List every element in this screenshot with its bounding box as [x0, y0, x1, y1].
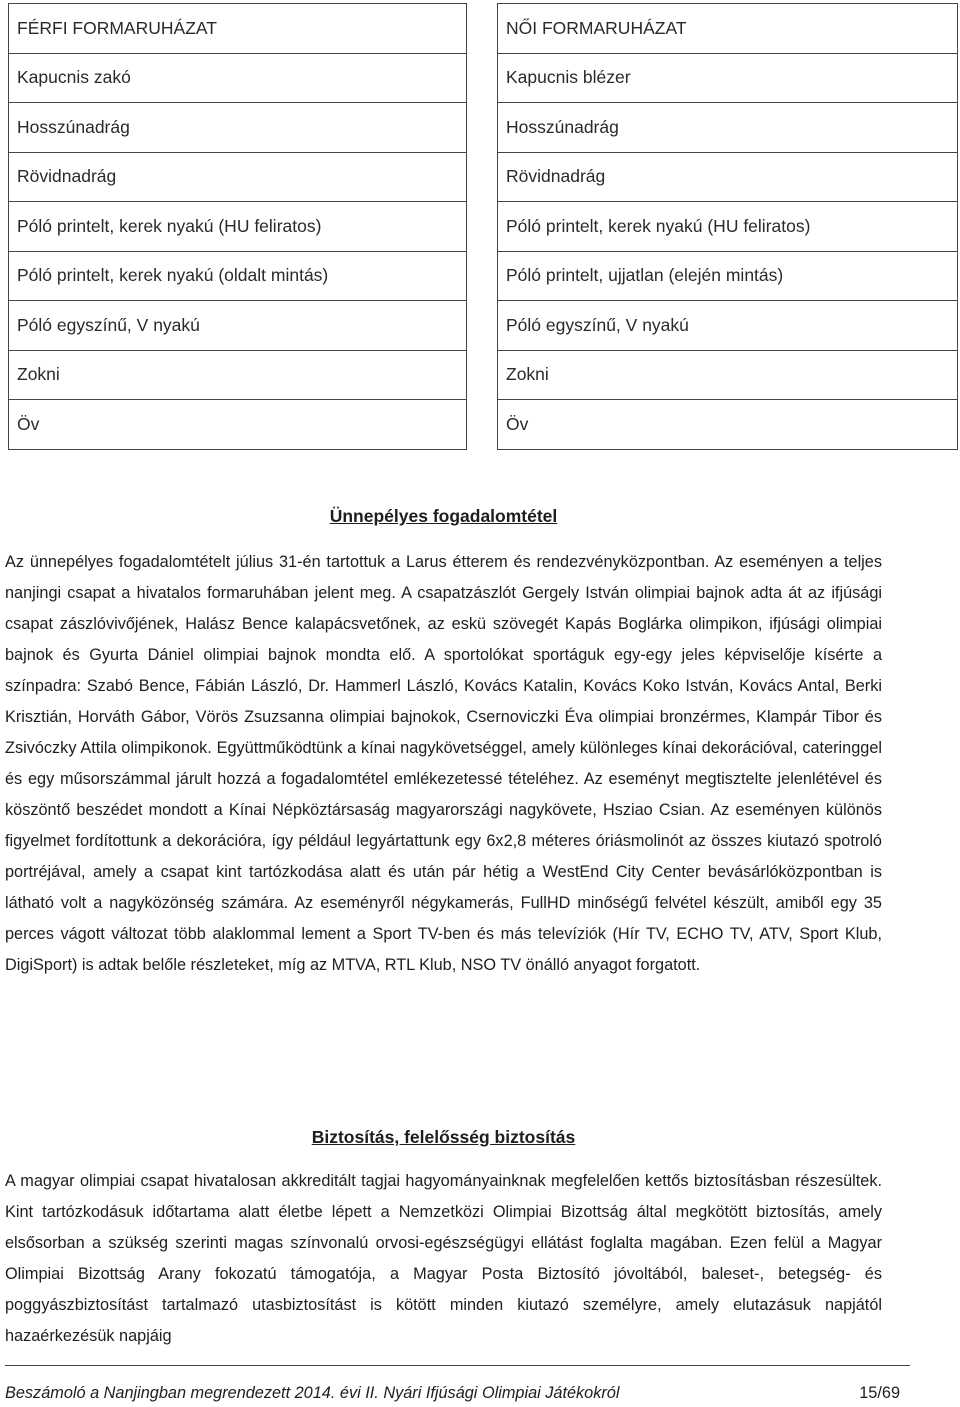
list-item: Öv: [498, 400, 958, 450]
footer-divider: [5, 1365, 910, 1366]
footer-title: Beszámoló a Nanjingban megrendezett 2014. évi II. Nyári Ifjúsági Olimpiai Játékokról: [5, 1384, 620, 1402]
table-row: [498, 400, 958, 450]
section-heading-oath: Ünnepélyes fogadalomtétel: [329, 506, 558, 526]
table-row: [498, 301, 958, 351]
table-row: [498, 152, 958, 202]
mens-uniform-header: FÉRFI FORMARUHÁZAT: [9, 4, 467, 54]
list-item: Hosszúnadrág: [9, 103, 467, 153]
list-item: Zokni: [498, 350, 958, 400]
list-item: Póló egyszínű, V nyakú: [9, 301, 467, 351]
list-item: Zokni: [9, 350, 467, 400]
list-item: Póló printelt, kerek nyakú (oldalt mintás): [9, 251, 467, 301]
table-row: [9, 350, 467, 400]
list-item: Póló printelt, kerek nyakú (HU feliratos): [498, 202, 958, 252]
table-row: [498, 251, 958, 301]
table-row: [498, 103, 958, 153]
list-item: Póló printelt, kerek nyakú (HU feliratos): [9, 202, 467, 252]
table-row: [9, 152, 467, 202]
table-row: [9, 4, 467, 54]
table-row: [498, 4, 958, 54]
list-item: Póló egyszínű, V nyakú: [498, 301, 958, 351]
section-body-insurance: A magyar olimpiai csapat hivatalosan akkreditált tagjai hagyományainknak megfelelően kettős biztosításban részesültek. Kint tartózkodásuk időtartama alatt életbe lépett a Nemzetközi Olimpiai Bizottság által megkötött biztosítás, amely elsősorban a szükség szerinti magas színvonalú orvosi-egészségügyi ellátást foglalta magában. Ezen felül a Magyar Olimpiai Bizottság Arany fokozatú támogatója, a Magyar Posta Biztosító jóvoltából, baleset-, betegség- és poggyászbiztosítást tartalmazó utasbiztosítást is kötött minden kiutazó személyre, amely elutazásuk napjától hazaérkezésük napjáig: [5, 1172, 882, 1345]
list-item: Kapucnis zakó: [9, 53, 467, 103]
table-row: [9, 53, 467, 103]
table-row: [9, 301, 467, 351]
page-number: 15/69: [859, 1384, 900, 1402]
table-row: [498, 53, 958, 103]
list-item: Rövidnadrág: [9, 152, 467, 202]
table-row: [498, 350, 958, 400]
list-item: Öv: [9, 400, 467, 450]
section-heading-insurance: Biztosítás, felelősség biztosítás: [311, 1127, 576, 1147]
uniform-tables: [8, 3, 960, 449]
section-body-oath: Az ünnepélyes fogadalomtételt július 31-én tartottuk a Larus étterem és rendezvényközpontban. Az eseményen a teljes nanjingi csapat a hivatalos formaruhában jelent meg. A csapatzászlót Gergely István olimpiai bajnok adta át az ifjúsági csapat zászlóvivőjének, Halász Bence kalapácsvetőnek, az eskü szövegét Kapás Boglárka olimpikon, ifjúsági olimpiai bajnok és Gyurta Dániel olimpiai bajnok mondta elő. A sportolókat sportáguk egy-egy jeles képviselője kísérte a színpadra: Szabó Bence, Fábián László, Dr. Hammerl László, Kovács Katalin, Kovács Koko István, Kovács Antal, Berki Krisztián, Horváth Gábor, Vörös Zsuzsanna olimpiai bajnokok, Csernoviczki Éva olimpiai bronzérmes, Klampár Tibor és Zsivóczky Attila olimpikonok. Együttműködtünk a kínai nagykövetséggel, amely különleges kínai dekorációval, cateringgel és egy műsorszámmal járult hozzá a fogadalomtétel emlékezetessé tételéhez. Az eseményt megtisztelte jelenlétével és köszöntő beszédet mondott a Kínai Népköztársaság magyarországi nagykövete, Hsziao Csian. Az eseményen különös figyelmet fordítottunk a dekorációra, így például legyártattunk egy 6x2,8 méteres óriásmolinót az összes kiutazó spotroló portréjával, amely a csapat kint tartózkodása alatt és után pár hétig a WestEnd City Center bevásárlóközpontban is látható volt a nagyközönség számára. Az eseményről négykamerás, FullHD minőségű felvétel készült, amiből egy 35 perces vágott változat több alaklommal lement a Sport TV-ben és más televíziók (Hír TV, ECHO TV, ATV, Sport Klub, DigiSport) is adtak belőle részleteket, míg az MTVA, RTL Klub, NSO TV önálló anyagot forgatott.: [5, 553, 882, 974]
table-row: [9, 202, 467, 252]
list-item: Kapucnis blézer: [498, 53, 958, 103]
womens-uniform-table: [497, 3, 958, 450]
table-row: [9, 251, 467, 301]
mens-uniform-table: [8, 3, 467, 450]
page-footer: [5, 1384, 900, 1403]
table-row: [498, 202, 958, 252]
list-item: Póló printelt, ujjatlan (elején mintás): [498, 251, 958, 301]
table-row: [9, 400, 467, 450]
list-item: Hosszúnadrág: [498, 103, 958, 153]
womens-uniform-header: NŐI FORMARUHÁZAT: [498, 4, 958, 54]
table-row: [9, 103, 467, 153]
list-item: Rövidnadrág: [498, 152, 958, 202]
